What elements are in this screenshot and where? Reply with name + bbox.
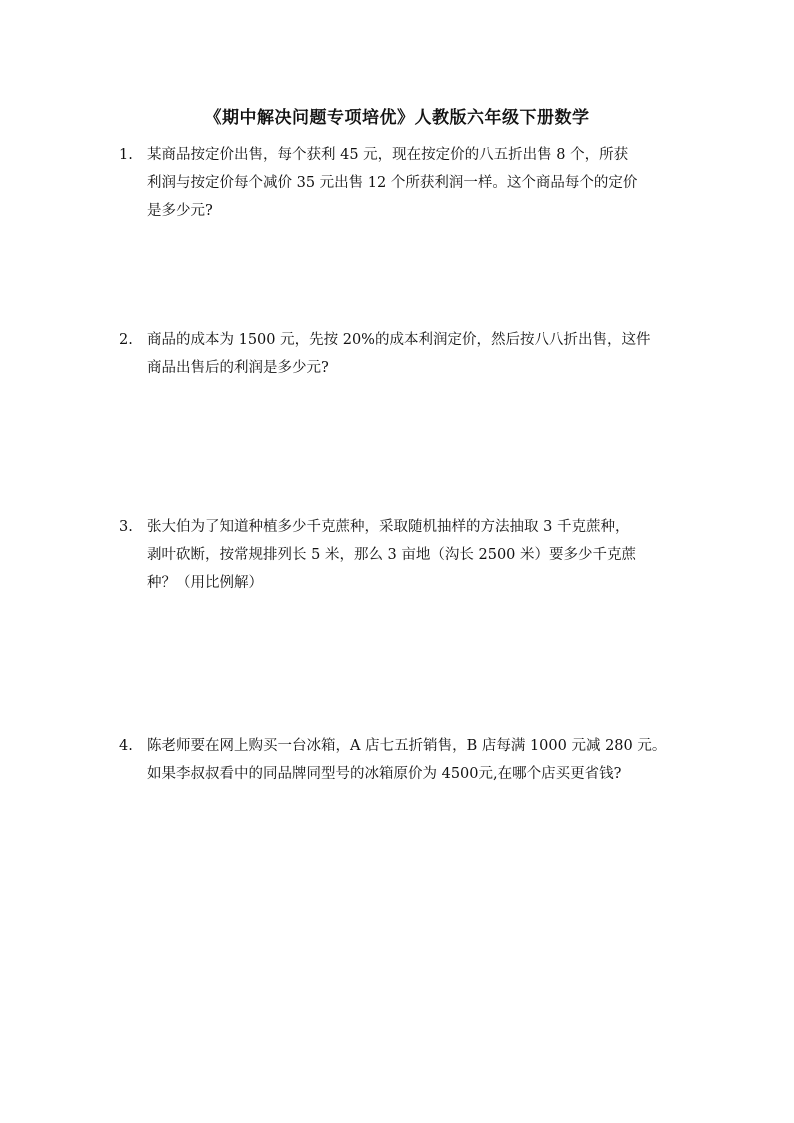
question-text: 商品的成本为 1500 元，先按 20%的成本利润定价，然后按八八折出售，这件 商品出售后的利润是多少元? [147, 332, 651, 376]
worksheet-title: 《期中解决问题专项培优》人教版六年级下册数学 [204, 108, 590, 128]
question-1 [119, 141, 689, 225]
question-number: 3. [119, 519, 133, 535]
question-2 [119, 326, 689, 382]
question-text: 某商品按定价出售，每个获利 45 元，现在按定价的八五折出售 8 个，所获 利润与按定价每个减价 35 元出售 12 个所获利润一样。这个商品每个的定价 是多少元? [147, 147, 638, 219]
question-text: 陈老师要在网上购买一台冰箱，A 店七五折销售，B 店每满 1000 元减 280 元。 如果李叔叔看中的同品牌同型号的冰箱原价为 4500元,在哪个店买更省钱? [147, 738, 667, 782]
question-number: 2. [119, 332, 133, 348]
question-4 [119, 732, 689, 788]
question-3 [119, 513, 689, 597]
question-number: 1. [119, 147, 133, 163]
question-number: 4. [119, 738, 133, 754]
question-text: 张大伯为了知道种植多少千克蔗种，采取随机抽样的方法抽取 3 千克蔗种， 剥叶砍断，按常规排列长 5 米，那么 3 亩地（沟长 2500 米）要多少千克蔗 种？（用比例解） [147, 519, 637, 591]
